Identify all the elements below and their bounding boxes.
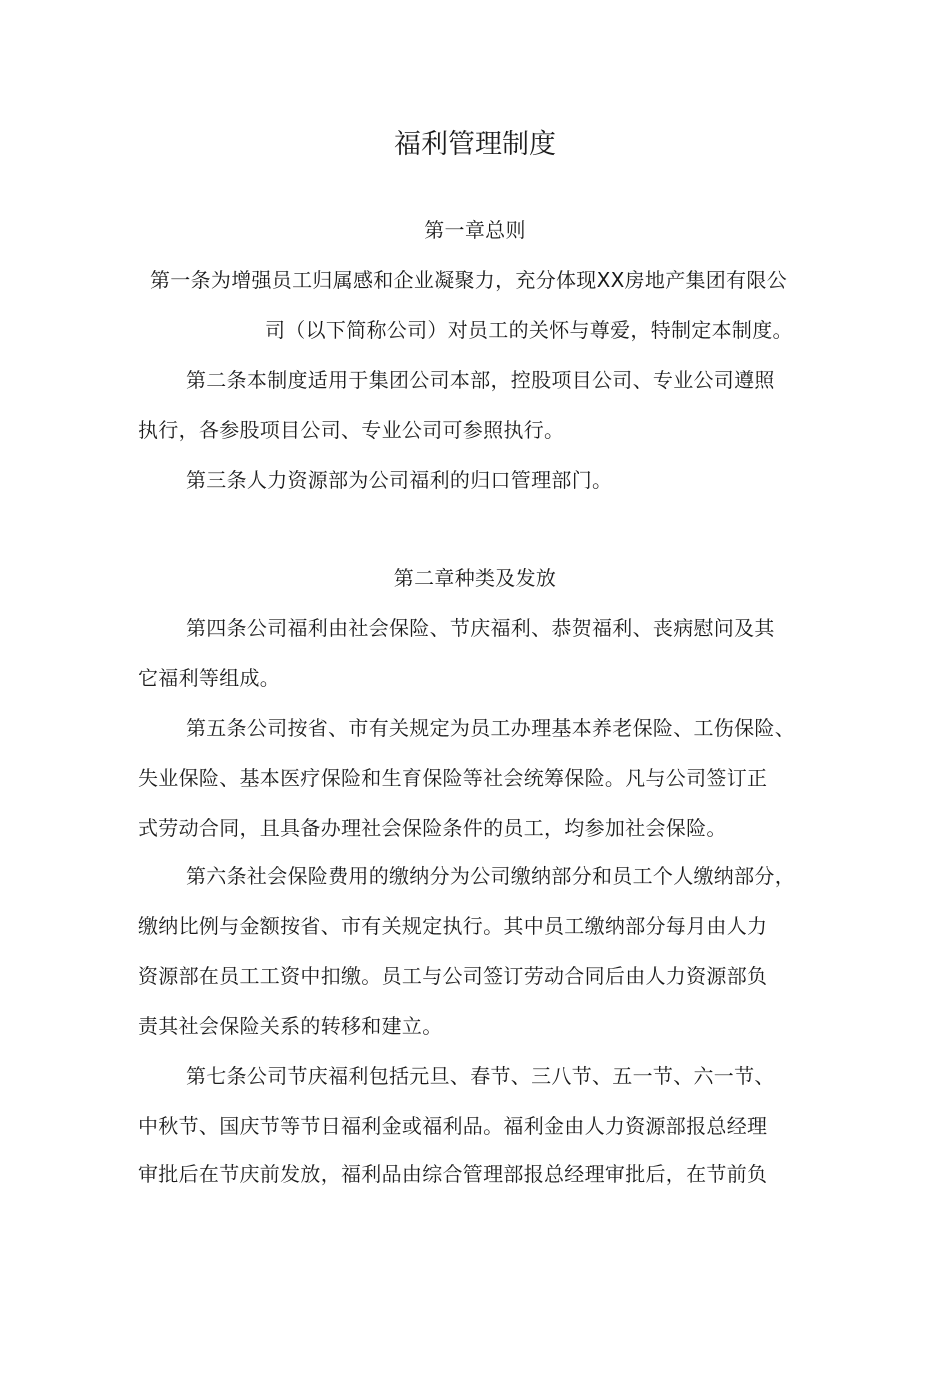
article7-line2: 中秋节、国庆节等节日福利金或福利品。福利金由人力资源部报总经理	[138, 1114, 768, 1138]
article6-line2: 缴纳比例与金额按省、市有关规定执行。其中员工缴纳部分每月由人力	[138, 914, 768, 938]
article2-line1: 第二条本制度适用于集团公司本部，控股项目公司、专业公司遵照	[186, 368, 775, 392]
article5-line1: 第五条公司按省、市有关规定为员工办理基本养老保险、工伤保险、	[186, 716, 795, 740]
chapter1-heading: 第一章总则	[424, 218, 526, 242]
article5-line3: 式劳动合同，且具备办理社会保险条件的员工，均参加社会保险。	[138, 816, 727, 840]
article5-line2: 失业保险、基本医疗保险和生育保险等社会统筹保险。凡与公司签订正	[138, 766, 768, 790]
article2-line2: 执行，各参股项目公司、专业公司可参照执行。	[138, 418, 565, 442]
article1-line1: 第一条为增强员工归属感和企业凝聚力，充分体现XX房地产集团有限公	[150, 268, 788, 292]
article6-line4: 责其社会保险关系的转移和建立。	[138, 1014, 443, 1038]
article6-line3: 资源部在员工工资中扣缴。员工与公司签订劳动合同后由人力资源部负	[138, 964, 768, 988]
chapter2-heading: 第二章种类及发放	[393, 566, 557, 590]
article4-line1: 第四条公司福利由社会保险、节庆福利、恭贺福利、丧病慰问及其	[186, 616, 775, 640]
article6-line1: 第六条社会保险费用的缴纳分为公司缴纳部分和员工个人缴纳部分，	[186, 864, 795, 888]
article1-line2: 司（以下简称公司）对员工的关怀与尊爱，特制定本制度。	[265, 318, 793, 342]
article3-line1: 第三条人力资源部为公司福利的归口管理部门。	[186, 468, 613, 492]
article7-line1: 第七条公司节庆福利包括元旦、春节、三八节、五一节、六一节、	[186, 1064, 775, 1088]
document-title: 福利管理制度	[394, 129, 556, 160]
article4-line2: 它福利等组成。	[138, 666, 281, 690]
article7-line3: 审批后在节庆前发放，福利品由综合管理部报总经理审批后，在节前负	[138, 1162, 768, 1186]
